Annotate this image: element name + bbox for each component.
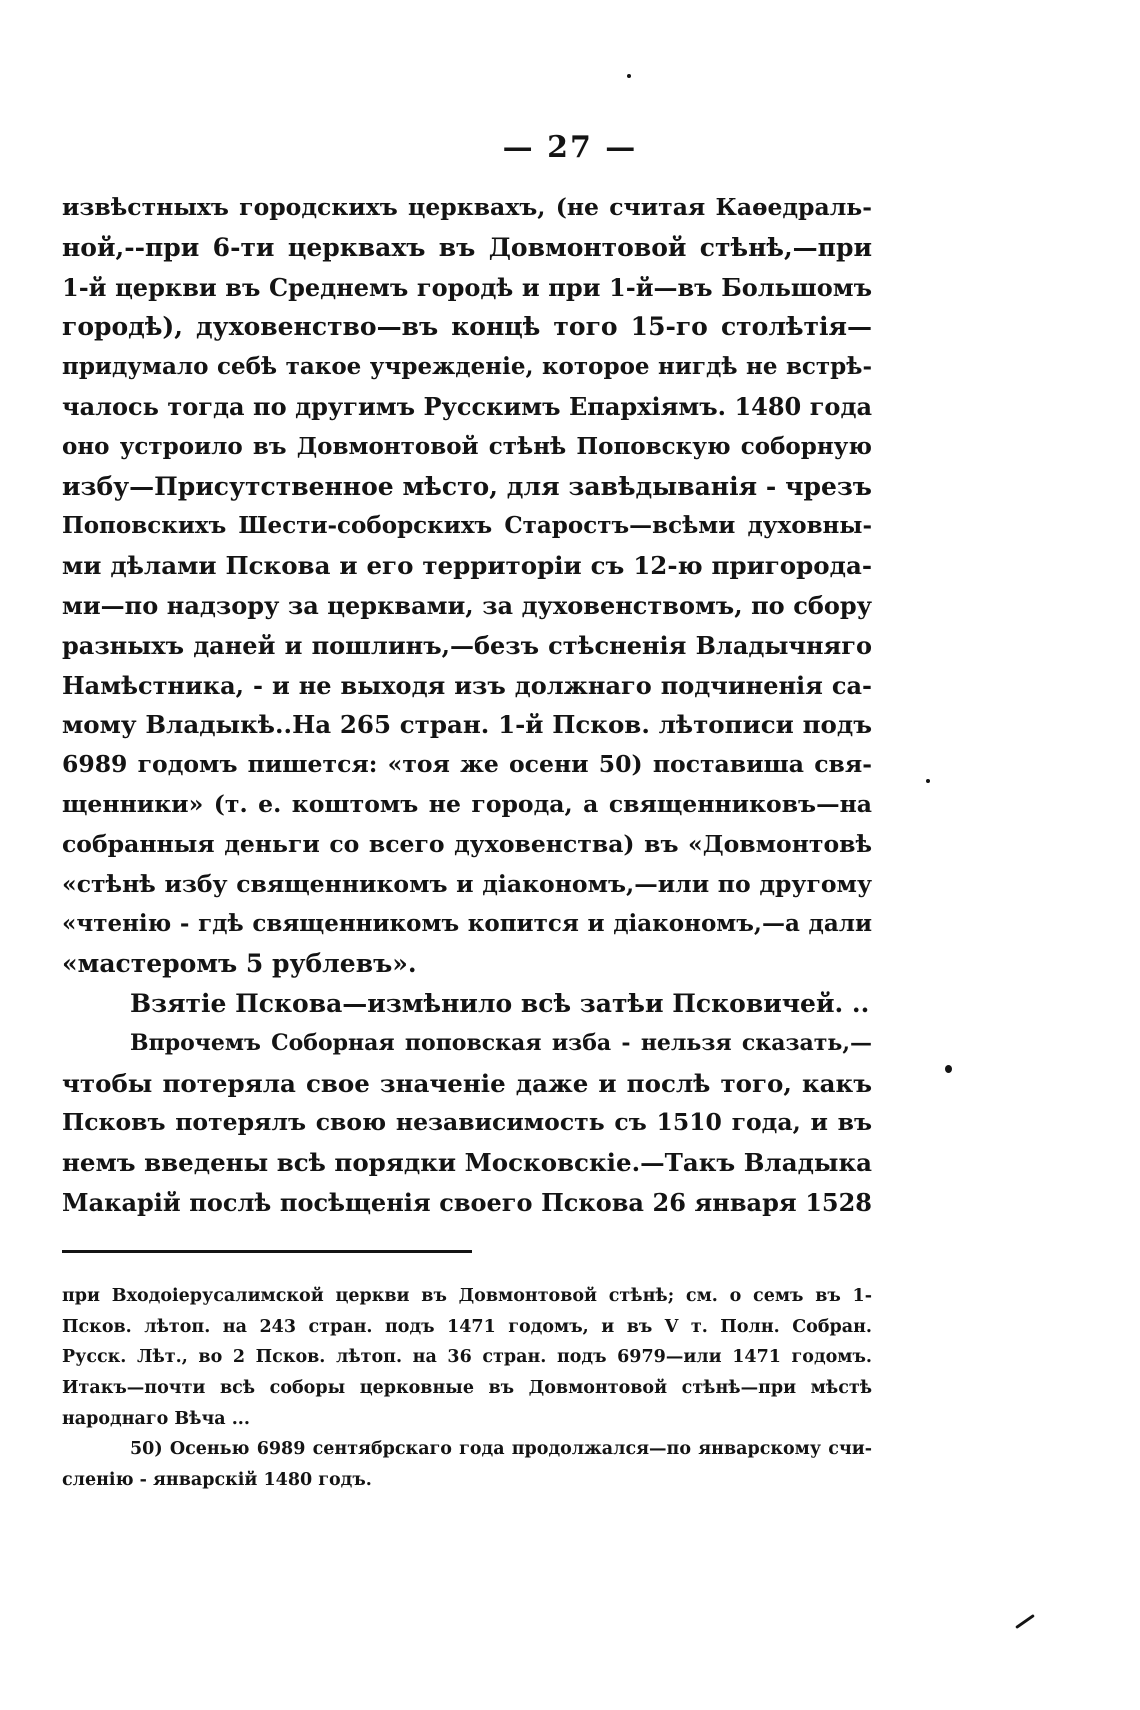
text-line: «чтенію - гдѣ священникомъ копится и діакономъ,—а дали: [62, 910, 872, 938]
text-line: «стѣнѣ избу священникомъ и діакономъ,—или по другому: [62, 869, 872, 898]
text-line: ми—по надзору за церквами, за духовенствомъ, по сбору: [62, 590, 872, 620]
text-line: ми дѣлами Пскова и его территоріи съ 12-ю пригорода-: [62, 551, 872, 581]
text-line: чтобы потеряла свое значеніе даже и послѣ того, какъ: [62, 1068, 872, 1098]
text-line: ной,--при 6-ти церквахъ въ Довмонтовой стѣнѣ,—при: [62, 232, 872, 262]
text-line: Намѣстника, - и не выходя изъ должнаго подчиненія са-: [62, 670, 872, 700]
text-line: 1-й церкви въ Среднемъ городѣ и при 1-й—въ Большомъ: [62, 272, 872, 302]
text-line: Макарій послѣ посѣщенія своего Пскова 26 января 1528: [62, 1187, 872, 1217]
text-line: Поповскихъ Шести-соборскихъ Старостъ—всѣми духовны-: [62, 512, 872, 540]
footnote-separator: [62, 1250, 472, 1253]
footnote-line: Русск. Лѣт., во 2 Псков. лѣтоп. на 36 стран. подъ 6979—или 1471 годомъ.: [62, 1347, 872, 1368]
footnote-line: Псков. лѣтоп. на 243 стран. подъ 1471 годомъ, и въ V т. Полн. Собран.: [62, 1316, 872, 1337]
text-line: придумало себѣ такое учрежденіе, которое нигдѣ не встрѣ-: [62, 353, 872, 381]
footnote-line: при Входоіерусалимской церкви въ Довмонтовой стѣнѣ; см. о семъ въ 1-: [62, 1286, 872, 1306]
footnote-line: 50) Осенью 6989 сентябрскаго года продолжался—по январскому счи-: [130, 1439, 872, 1460]
text-line: немъ введены всѣ порядки Московскіе.—Такъ Владыка: [62, 1148, 873, 1178]
text-line: разныхъ даней и пошлинъ,—безъ стѣсненія Владычняго: [62, 630, 872, 660]
text-line: извѣстныхъ городскихъ церквахъ, (не считая Каѳедраль-: [62, 193, 872, 221]
text-line: «мастеромъ 5 рублевъ».: [62, 949, 417, 979]
text-line: оно устроило въ Довмонтовой стѣнѣ Поповскую соборную: [62, 432, 872, 460]
scan-speck: [627, 74, 631, 78]
text-line: Впрочемъ Соборная поповская изба - нельзя сказать,—: [130, 1029, 872, 1056]
page-number: — 27 —: [502, 130, 638, 165]
text-line: чалось тогда по другимъ Русскимъ Епархіямъ. 1480 года: [62, 391, 872, 421]
text-line: Псковъ потерялъ свою независимость съ 1510 года, и въ: [62, 1108, 872, 1137]
text-line: Взятіе Пскова—измѣнило всѣ затѣи Псковичей. ..: [130, 988, 870, 1018]
scan-speck: [1015, 1614, 1035, 1629]
text-line: собранныя деньги со всего духовенства) въ «Довмонтовѣ: [62, 829, 872, 858]
footnote-line: народнаго Вѣча ...: [62, 1408, 250, 1429]
body-text: [62, 188, 872, 1223]
footnote-line: Итакъ—почти всѣ соборы церковные въ Довмонтовой стѣнѣ—при мѣстѣ: [62, 1378, 872, 1399]
footnote-line: сленію - январскій 1480 годъ.: [62, 1470, 372, 1491]
scan-speck: [945, 1065, 952, 1073]
text-line: мому Владыкѣ..На 265 стран. 1-й Псков. лѣтописи подъ: [62, 710, 872, 740]
text-line: 6989 годомъ пишется: «тоя же осени 50) поставиша свя-: [62, 750, 872, 779]
text-line: щенники» (т. е. коштомъ не города, а священниковъ—на: [62, 789, 872, 818]
text-line: избу—Присутственное мѣсто, для завѣдыванія - чрезъ: [62, 471, 872, 501]
text-line: городѣ), духовенство—въ концѣ того 15-го столѣтія—: [62, 312, 872, 342]
scan-speck: [926, 779, 930, 783]
footnotes: [62, 1281, 872, 1496]
